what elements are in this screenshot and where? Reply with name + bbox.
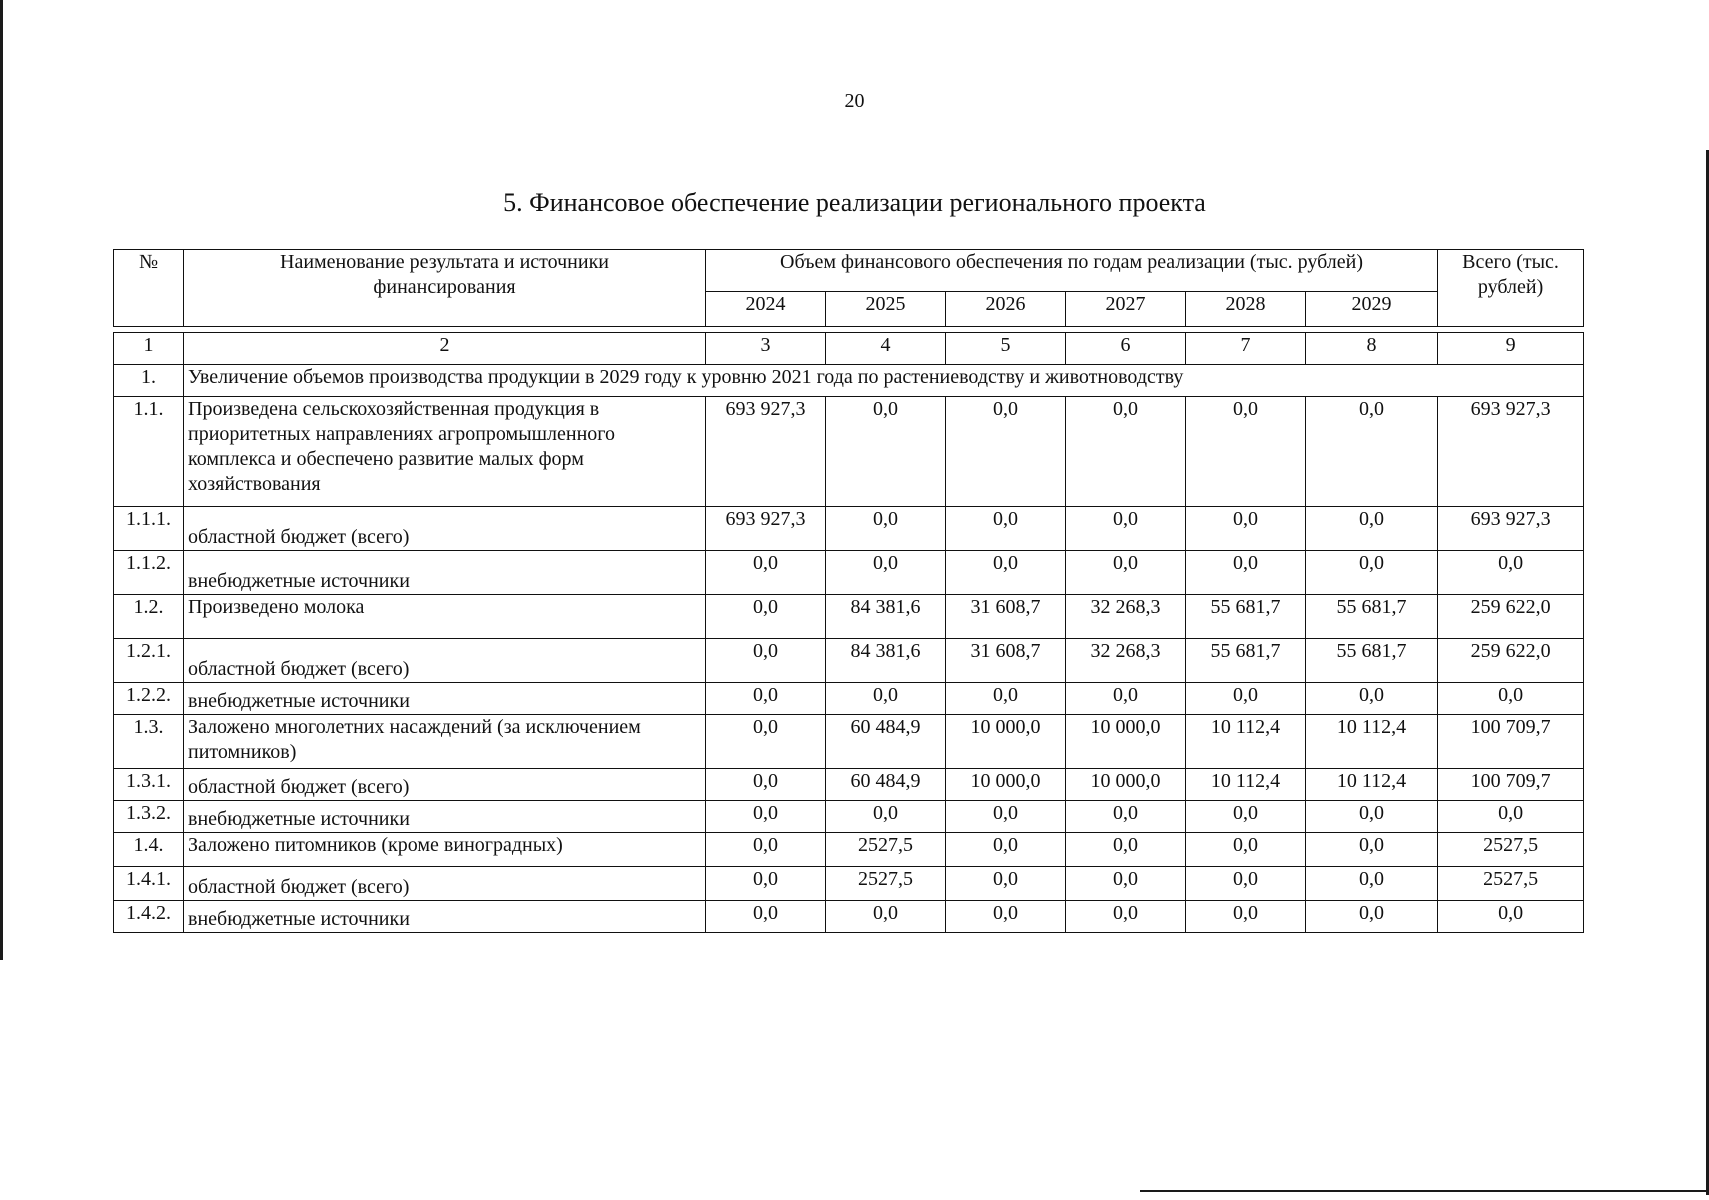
row-value: 0,0: [1186, 867, 1306, 901]
row-value: 0,0: [1066, 801, 1186, 833]
row-value: 0,0: [1306, 833, 1438, 867]
row-value: 0,0: [1306, 397, 1438, 507]
column-number: 5: [946, 333, 1066, 365]
row-value: 0,0: [706, 833, 826, 867]
table-row: [114, 595, 1584, 639]
row-no: 1.2.1.: [114, 639, 184, 683]
row-no: 1.4.1.: [114, 867, 184, 901]
row-value: 0,0: [1066, 901, 1186, 933]
row-value: 0,0: [946, 867, 1066, 901]
row-value: 0,0: [706, 595, 826, 639]
row-value: 55 681,7: [1186, 595, 1306, 639]
row-name: Заложено многолетних насаждений (за исключением питомников): [184, 715, 706, 769]
row-no: 1.2.: [114, 595, 184, 639]
row-value: 0,0: [706, 901, 826, 933]
row-value: 0,0: [1186, 683, 1306, 715]
row-value: 0,0: [1066, 507, 1186, 551]
column-number: 4: [826, 333, 946, 365]
header-year: 2027: [1066, 292, 1186, 327]
header-no: №: [114, 250, 184, 327]
table-row: [114, 551, 1584, 595]
row-no: 1.3.2.: [114, 801, 184, 833]
row-value: 32 268,3: [1066, 639, 1186, 683]
column-number: 2: [184, 333, 706, 365]
row-value: 0,0: [1066, 551, 1186, 595]
row-name: областной бюджет (всего): [184, 769, 706, 801]
header-year: 2028: [1186, 292, 1306, 327]
row-value: 0,0: [946, 683, 1066, 715]
row-value: 0,0: [946, 901, 1066, 933]
row-no: 1.4.: [114, 833, 184, 867]
financing-table: [113, 249, 1584, 933]
row-name: внебюджетные источники: [184, 551, 706, 595]
column-number: 8: [1306, 333, 1438, 365]
table-row: [114, 833, 1584, 867]
row-value: 84 381,6: [826, 595, 946, 639]
row-total: 2527,5: [1438, 833, 1584, 867]
row-value: 0,0: [826, 397, 946, 507]
row-value: 55 681,7: [1306, 639, 1438, 683]
row-value: 0,0: [1186, 901, 1306, 933]
row-total: 693 927,3: [1438, 397, 1584, 507]
row-value: 60 484,9: [826, 715, 946, 769]
header-row: [114, 250, 1584, 292]
table-row: [114, 801, 1584, 833]
row-value: 10 000,0: [1066, 769, 1186, 801]
row-no: 1.1.2.: [114, 551, 184, 595]
section-no: 1.: [114, 365, 184, 397]
row-name: областной бюджет (всего): [184, 507, 706, 551]
row-value: 0,0: [826, 901, 946, 933]
row-name: Произведена сельскохозяйственная продукция в приоритетных направлениях агропромышленного комплекса и обеспечено развитие малых форм хозяйствования: [184, 397, 706, 507]
row-total: 259 622,0: [1438, 595, 1584, 639]
row-value: 0,0: [826, 801, 946, 833]
row-value: 10 112,4: [1186, 715, 1306, 769]
row-value: 0,0: [706, 551, 826, 595]
row-value: 0,0: [1066, 683, 1186, 715]
header-volume: Объем финансового обеспечения по годам реализации (тыс. рублей): [706, 250, 1438, 292]
row-value: 10 000,0: [946, 769, 1066, 801]
scan-border-left: [0, 0, 3, 960]
row-total: 100 709,7: [1438, 715, 1584, 769]
row-value: 0,0: [826, 683, 946, 715]
row-value: 0,0: [826, 507, 946, 551]
row-value: 0,0: [946, 507, 1066, 551]
row-value: 0,0: [1306, 551, 1438, 595]
section-row: [114, 365, 1584, 397]
row-name: внебюджетные источники: [184, 801, 706, 833]
header-name: Наименование результата и источники финансирования: [184, 250, 706, 327]
row-value: 32 268,3: [1066, 595, 1186, 639]
row-value: 0,0: [1186, 507, 1306, 551]
row-no: 1.2.2.: [114, 683, 184, 715]
row-name: внебюджетные источники: [184, 683, 706, 715]
row-value: 0,0: [706, 801, 826, 833]
row-name: Заложено питомников (кроме виноградных): [184, 833, 706, 867]
row-no: 1.3.1.: [114, 769, 184, 801]
header-year: 2026: [946, 292, 1066, 327]
row-name: областной бюджет (всего): [184, 639, 706, 683]
column-numbers-row: [114, 333, 1584, 365]
row-total: 0,0: [1438, 683, 1584, 715]
row-name: внебюджетные источники: [184, 901, 706, 933]
page-title: 5. Финансовое обеспечение реализации регионального проекта: [503, 188, 1206, 217]
table-row: [114, 901, 1584, 933]
row-no: 1.1.: [114, 397, 184, 507]
row-value: 0,0: [706, 639, 826, 683]
header-year: 2024: [706, 292, 826, 327]
row-value: 0,0: [1306, 801, 1438, 833]
row-value: 55 681,7: [1186, 639, 1306, 683]
row-value: 0,0: [946, 801, 1066, 833]
column-number: 3: [706, 333, 826, 365]
scan-border-bottom: [1140, 1190, 1709, 1192]
row-name: Произведено молока: [184, 595, 706, 639]
row-value: 10 112,4: [1306, 769, 1438, 801]
row-value: 31 608,7: [946, 595, 1066, 639]
row-value: 0,0: [706, 867, 826, 901]
row-value: 693 927,3: [706, 397, 826, 507]
table-row: [114, 867, 1584, 901]
row-value: 0,0: [1066, 867, 1186, 901]
row-value: 0,0: [1186, 551, 1306, 595]
row-value: 0,0: [1306, 683, 1438, 715]
row-value: 2527,5: [826, 833, 946, 867]
row-value: 10 112,4: [1186, 769, 1306, 801]
table-row: [114, 683, 1584, 715]
row-value: 0,0: [946, 551, 1066, 595]
row-name: областной бюджет (всего): [184, 867, 706, 901]
row-value: 10 112,4: [1306, 715, 1438, 769]
row-value: 0,0: [1186, 801, 1306, 833]
column-number: 1: [114, 333, 184, 365]
header-year: 2025: [826, 292, 946, 327]
table-row: [114, 715, 1584, 769]
row-value: 0,0: [1186, 833, 1306, 867]
row-value: 60 484,9: [826, 769, 946, 801]
row-value: 0,0: [946, 397, 1066, 507]
table-row: [114, 397, 1584, 507]
column-number: 7: [1186, 333, 1306, 365]
column-number: 9: [1438, 333, 1584, 365]
row-value: 2527,5: [826, 867, 946, 901]
row-value: 0,0: [1306, 507, 1438, 551]
row-no: 1.4.2.: [114, 901, 184, 933]
row-value: 31 608,7: [946, 639, 1066, 683]
row-total: 0,0: [1438, 801, 1584, 833]
row-value: 0,0: [1306, 867, 1438, 901]
row-value: 0,0: [1066, 397, 1186, 507]
row-total: 693 927,3: [1438, 507, 1584, 551]
row-value: 0,0: [1186, 397, 1306, 507]
row-value: 0,0: [706, 769, 826, 801]
row-value: 693 927,3: [706, 507, 826, 551]
row-value: 0,0: [706, 715, 826, 769]
table-row: [114, 769, 1584, 801]
header-year: 2029: [1306, 292, 1438, 327]
table-row: [114, 507, 1584, 551]
row-value: 84 381,6: [826, 639, 946, 683]
row-total: 100 709,7: [1438, 769, 1584, 801]
row-value: 0,0: [826, 551, 946, 595]
row-value: 0,0: [706, 683, 826, 715]
row-value: 0,0: [946, 833, 1066, 867]
row-no: 1.1.1.: [114, 507, 184, 551]
header-total: Всего (тыс. рублей): [1438, 250, 1584, 327]
page-number: 20: [844, 90, 865, 112]
row-value: 0,0: [1066, 833, 1186, 867]
row-value: 55 681,7: [1306, 595, 1438, 639]
row-value: 10 000,0: [1066, 715, 1186, 769]
row-total: 2527,5: [1438, 867, 1584, 901]
row-value: 10 000,0: [946, 715, 1066, 769]
row-no: 1.3.: [114, 715, 184, 769]
table-row: [114, 639, 1584, 683]
row-total: 259 622,0: [1438, 639, 1584, 683]
row-value: 0,0: [1306, 901, 1438, 933]
section-title: Увеличение объемов производства продукции в 2029 году к уровню 2021 года по растениеводству и животноводству: [184, 365, 1584, 397]
row-total: 0,0: [1438, 551, 1584, 595]
row-total: 0,0: [1438, 901, 1584, 933]
column-number: 6: [1066, 333, 1186, 365]
